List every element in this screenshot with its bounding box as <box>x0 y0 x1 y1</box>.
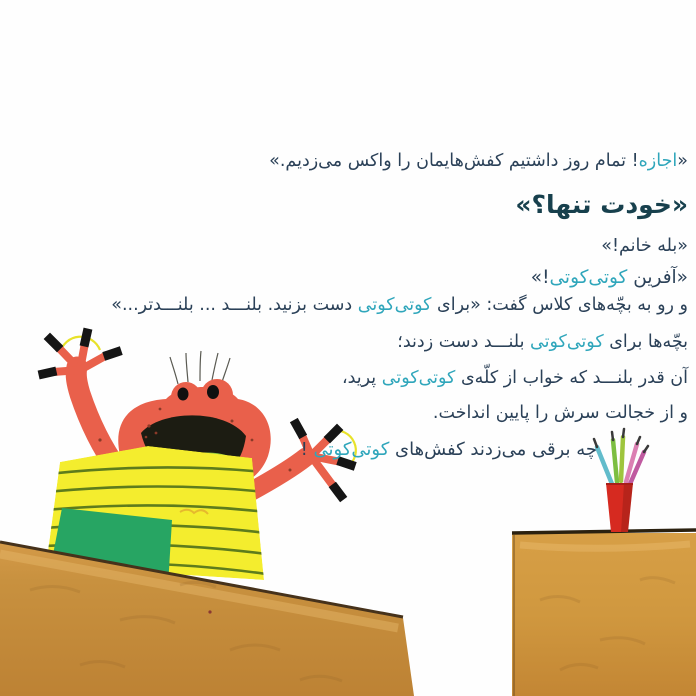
character-name: کوتی‌کوتی <box>381 368 456 388</box>
pencil-cyan <box>597 447 612 484</box>
pencil-light-green <box>621 437 623 481</box>
table-edge <box>512 530 696 533</box>
frog-antennae <box>170 351 230 384</box>
pencil-cup <box>606 483 633 532</box>
story-line-1: «اجازه! تمام روز داشتیم کفش‌هایمان را واکس می‌زدیم.» <box>269 151 688 171</box>
character-name: کوتی‌کوتی <box>549 267 628 288</box>
colored-pencils <box>594 429 648 484</box>
story-line-8: و از خجالت سرش را پایین انداخت. <box>432 403 688 423</box>
story-line-6: بچّه‌ها برای کوتی‌کوتی بلنـــد دست زدند؛ <box>397 332 688 352</box>
character-name: کوتی‌کوتی <box>530 332 604 352</box>
frog-left-eye <box>178 388 189 401</box>
character-name: کوتی‌کوتی <box>313 439 390 460</box>
pencil-green <box>613 440 617 482</box>
story-line-3: «بله خانم!» <box>601 236 688 256</box>
side-table <box>512 530 696 696</box>
story-line-4: «آفرین کوتی‌کوتی!» <box>530 267 688 288</box>
frog-left-arm <box>43 333 118 470</box>
frog-right-eye <box>207 385 219 399</box>
story-line-9: چه برقی می‌زدند کفش‌های کوتی‌کوتی ! <box>300 439 597 460</box>
story-line-7: آن قدر بلنـــد که خواب از کلّه‌ی کوتی‌کوتی پرید، <box>341 368 688 388</box>
character-name: کوتی‌کوتی <box>357 295 432 315</box>
highlight-word: اجازه <box>638 151 678 171</box>
story-line-5: و رو به بچّه‌های کلاس گفت: «برای کوتی‌کوتی دست بزنید. بلنـــد ... بلنـــدتر...» <box>111 295 688 315</box>
story-line-2-headline: «خودت تنها؟» <box>515 190 688 219</box>
quote-open: « <box>677 151 688 171</box>
